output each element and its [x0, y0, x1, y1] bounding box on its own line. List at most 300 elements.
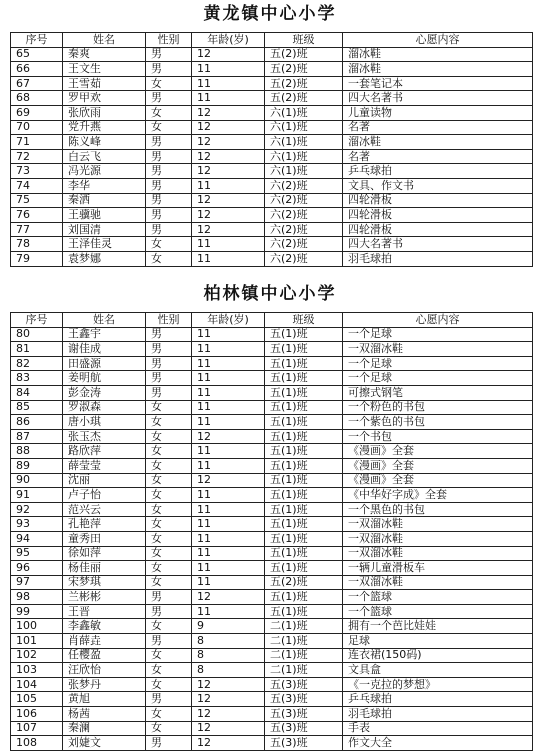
cell-name: 秦洒 [63, 193, 146, 208]
cell-seq: 83 [11, 371, 63, 386]
cell-name: 李华 [63, 178, 146, 193]
cell-wish: 《漫画》全套 [343, 458, 533, 473]
cell-seq: 84 [11, 385, 63, 400]
cell-gender: 男 [146, 342, 192, 357]
cell-seq: 87 [11, 429, 63, 444]
cell-class: 五(1)班 [265, 385, 343, 400]
cell-gender: 女 [146, 502, 192, 517]
cell-name: 张梦丹 [63, 677, 146, 692]
cell-gender: 女 [146, 546, 192, 561]
cell-seq: 82 [11, 356, 63, 371]
table-row [11, 76, 533, 91]
cell-age: 12 [192, 164, 265, 179]
cell-wish: 溜冰鞋 [343, 135, 533, 150]
cell-seq: 103 [11, 663, 63, 678]
cell-class: 五(1)班 [265, 590, 343, 605]
cell-class: 五(3)班 [265, 707, 343, 722]
cell-gender: 女 [146, 488, 192, 503]
cell-seq: 100 [11, 619, 63, 634]
cell-gender: 男 [146, 62, 192, 77]
table-row [11, 692, 533, 707]
cell-seq: 70 [11, 120, 63, 135]
cell-wish: 一个黑色的书包 [343, 502, 533, 517]
cell-name: 汪欣怡 [63, 663, 146, 678]
cell-class: 六(2)班 [265, 237, 343, 252]
cell-class: 五(3)班 [265, 736, 343, 751]
cell-name: 王泽佳灵 [63, 237, 146, 252]
cell-gender: 男 [146, 149, 192, 164]
table-row [11, 458, 533, 473]
cell-name: 刘婕文 [63, 736, 146, 751]
cell-seq: 66 [11, 62, 63, 77]
table-row [11, 634, 533, 649]
cell-wish: 名著 [343, 120, 533, 135]
table-row [11, 736, 533, 751]
cell-name: 王骥驰 [63, 208, 146, 223]
cell-seq: 77 [11, 222, 63, 237]
cell-seq: 65 [11, 47, 63, 62]
cell-gender: 女 [146, 561, 192, 576]
cell-age: 11 [192, 62, 265, 77]
table-row [11, 619, 533, 634]
cell-name: 王文生 [63, 62, 146, 77]
cell-seq: 108 [11, 736, 63, 751]
cell-name: 冯光源 [63, 164, 146, 179]
cell-name: 白云飞 [63, 149, 146, 164]
cell-name: 彭金涛 [63, 385, 146, 400]
cell-wish: 四轮滑板 [343, 222, 533, 237]
cell-wish: 可擦式钢笔 [343, 385, 533, 400]
cell-name: 任樱盈 [63, 648, 146, 663]
table-row [11, 47, 533, 62]
cell-age: 12 [192, 193, 265, 208]
cell-wish: 足球 [343, 634, 533, 649]
header-class: 班级 [265, 313, 343, 328]
cell-age: 11 [192, 488, 265, 503]
cell-age: 11 [192, 237, 265, 252]
cell-seq: 93 [11, 517, 63, 532]
cell-gender: 女 [146, 458, 192, 473]
cell-wish: 文具盒 [343, 663, 533, 678]
cell-gender: 男 [146, 385, 192, 400]
cell-gender: 男 [146, 371, 192, 386]
cell-seq: 69 [11, 105, 63, 120]
cell-name: 杨茜 [63, 707, 146, 722]
cell-seq: 98 [11, 590, 63, 605]
cell-wish: 一辆儿童滑板车 [343, 561, 533, 576]
table-row [11, 135, 533, 150]
cell-seq: 71 [11, 135, 63, 150]
cell-class: 五(2)班 [265, 76, 343, 91]
table-row [11, 237, 533, 252]
cell-name: 王晋 [63, 604, 146, 619]
table-row [11, 371, 533, 386]
cell-age: 12 [192, 47, 265, 62]
cell-age: 11 [192, 502, 265, 517]
table-row [11, 415, 533, 430]
cell-seq: 79 [11, 251, 63, 266]
cell-seq: 86 [11, 415, 63, 430]
cell-age: 11 [192, 178, 265, 193]
cell-class: 五(1)班 [265, 429, 343, 444]
header-gender: 性别 [146, 313, 192, 328]
cell-gender: 女 [146, 707, 192, 722]
cell-wish: 名著 [343, 149, 533, 164]
cell-gender: 男 [146, 356, 192, 371]
cell-gender: 女 [146, 677, 192, 692]
cell-seq: 80 [11, 327, 63, 342]
cell-seq: 91 [11, 488, 63, 503]
cell-age: 12 [192, 707, 265, 722]
table-row [11, 546, 533, 561]
cell-age: 11 [192, 531, 265, 546]
table-row [11, 590, 533, 605]
cell-wish: 拥有一个芭比娃娃 [343, 619, 533, 634]
cell-name: 范兴云 [63, 502, 146, 517]
table-row [11, 429, 533, 444]
cell-age: 12 [192, 208, 265, 223]
cell-class: 六(2)班 [265, 222, 343, 237]
cell-gender: 女 [146, 473, 192, 488]
table-row [11, 120, 533, 135]
cell-wish: 一双溜冰鞋 [343, 531, 533, 546]
table-row [11, 164, 533, 179]
cell-wish: 一个篮球 [343, 604, 533, 619]
table-row [11, 575, 533, 590]
table-row [11, 222, 533, 237]
cell-gender: 女 [146, 721, 192, 736]
cell-class: 五(1)班 [265, 444, 343, 459]
cell-name: 刘国清 [63, 222, 146, 237]
cell-gender: 男 [146, 604, 192, 619]
cell-class: 五(1)班 [265, 371, 343, 386]
cell-gender: 男 [146, 178, 192, 193]
cell-name: 秦澜 [63, 721, 146, 736]
cell-class: 五(1)班 [265, 502, 343, 517]
cell-gender: 男 [146, 208, 192, 223]
cell-seq: 90 [11, 473, 63, 488]
table-row [11, 531, 533, 546]
cell-age: 11 [192, 251, 265, 266]
cell-age: 11 [192, 604, 265, 619]
school-title-1: 黄龙镇中心小学 [203, 4, 337, 24]
cell-seq: 76 [11, 208, 63, 223]
cell-age: 12 [192, 692, 265, 707]
table-row [11, 677, 533, 692]
cell-age: 12 [192, 135, 265, 150]
cell-name: 孔艳萍 [63, 517, 146, 532]
table-row [11, 193, 533, 208]
table-row [11, 149, 533, 164]
cell-gender: 男 [146, 135, 192, 150]
cell-name: 兰彬彬 [63, 590, 146, 605]
cell-seq: 94 [11, 531, 63, 546]
table-row [11, 721, 533, 736]
cell-class: 五(1)班 [265, 473, 343, 488]
cell-class: 五(1)班 [265, 415, 343, 430]
cell-name: 谢佳成 [63, 342, 146, 357]
table-row [11, 208, 533, 223]
cell-seq: 96 [11, 561, 63, 576]
cell-seq: 107 [11, 721, 63, 736]
cell-gender: 男 [146, 634, 192, 649]
cell-wish: 《中华好字成》全套 [343, 488, 533, 503]
cell-class: 五(1)班 [265, 356, 343, 371]
cell-class: 五(1)班 [265, 342, 343, 357]
cell-class: 五(2)班 [265, 62, 343, 77]
cell-age: 11 [192, 385, 265, 400]
cell-age: 11 [192, 458, 265, 473]
cell-seq: 72 [11, 149, 63, 164]
cell-seq: 97 [11, 575, 63, 590]
cell-name: 王雪茹 [63, 76, 146, 91]
cell-gender: 男 [146, 164, 192, 179]
cell-gender: 女 [146, 619, 192, 634]
cell-class: 五(1)班 [265, 517, 343, 532]
cell-name: 张欣雨 [63, 105, 146, 120]
cell-seq: 75 [11, 193, 63, 208]
cell-name: 党升燕 [63, 120, 146, 135]
cell-age: 11 [192, 415, 265, 430]
cell-wish: 《漫画》全套 [343, 444, 533, 459]
cell-class: 六(2)班 [265, 208, 343, 223]
cell-class: 五(1)班 [265, 327, 343, 342]
cell-gender: 女 [146, 429, 192, 444]
cell-wish: 一个粉色的书包 [343, 400, 533, 415]
cell-wish: 四轮滑板 [343, 193, 533, 208]
table-row [11, 91, 533, 106]
cell-gender: 女 [146, 105, 192, 120]
cell-class: 五(2)班 [265, 47, 343, 62]
table-row [11, 342, 533, 357]
cell-gender: 女 [146, 531, 192, 546]
cell-class: 五(2)班 [265, 91, 343, 106]
table-row [11, 356, 533, 371]
cell-gender: 男 [146, 193, 192, 208]
cell-wish: 《一克拉的梦想》 [343, 677, 533, 692]
cell-gender: 男 [146, 590, 192, 605]
cell-gender: 女 [146, 251, 192, 266]
cell-name: 张玉杰 [63, 429, 146, 444]
table-row [11, 327, 533, 342]
cell-class: 二(1)班 [265, 648, 343, 663]
cell-wish: 溜冰鞋 [343, 62, 533, 77]
cell-age: 12 [192, 222, 265, 237]
cell-wish: 羽毛球拍 [343, 251, 533, 266]
table-row [11, 502, 533, 517]
cell-gender: 女 [146, 76, 192, 91]
cell-class: 五(2)班 [265, 575, 343, 590]
cell-gender: 男 [146, 91, 192, 106]
table-row [11, 604, 533, 619]
cell-seq: 105 [11, 692, 63, 707]
cell-name: 田盛源 [63, 356, 146, 371]
table-row [11, 648, 533, 663]
cell-age: 12 [192, 105, 265, 120]
cell-wish: 一个紫色的书包 [343, 415, 533, 430]
cell-gender: 女 [146, 444, 192, 459]
cell-gender: 女 [146, 517, 192, 532]
cell-age: 11 [192, 342, 265, 357]
cell-wish: 一双溜冰鞋 [343, 517, 533, 532]
cell-class: 五(1)班 [265, 546, 343, 561]
cell-seq: 73 [11, 164, 63, 179]
cell-gender: 男 [146, 47, 192, 62]
table-row [11, 473, 533, 488]
header-name: 姓名 [63, 33, 146, 48]
cell-seq: 104 [11, 677, 63, 692]
cell-name: 姜明航 [63, 371, 146, 386]
header-wish: 心愿内容 [343, 33, 533, 48]
cell-seq: 78 [11, 237, 63, 252]
cell-wish: 文具、作文书 [343, 178, 533, 193]
cell-age: 12 [192, 590, 265, 605]
table-row [11, 251, 533, 266]
cell-wish: 《漫画》全套 [343, 473, 533, 488]
table-row [11, 178, 533, 193]
cell-age: 11 [192, 371, 265, 386]
cell-age: 12 [192, 736, 265, 751]
cell-age: 9 [192, 619, 265, 634]
header-seq: 序号 [11, 313, 63, 328]
header-age: 年龄(岁) [192, 33, 265, 48]
cell-wish: 四大名著书 [343, 91, 533, 106]
cell-age: 11 [192, 400, 265, 415]
header-seq: 序号 [11, 33, 63, 48]
cell-seq: 99 [11, 604, 63, 619]
cell-seq: 81 [11, 342, 63, 357]
cell-class: 五(3)班 [265, 692, 343, 707]
cell-gender: 男 [146, 222, 192, 237]
cell-class: 五(1)班 [265, 561, 343, 576]
cell-name: 薛莹莹 [63, 458, 146, 473]
cell-age: 11 [192, 356, 265, 371]
cell-gender: 男 [146, 692, 192, 707]
cell-seq: 102 [11, 648, 63, 663]
wish-table-huanglong [10, 32, 533, 267]
cell-wish: 四大名著书 [343, 237, 533, 252]
cell-wish: 一双溜冰鞋 [343, 575, 533, 590]
table-row [11, 561, 533, 576]
cell-seq: 106 [11, 707, 63, 722]
header-age: 年龄(岁) [192, 313, 265, 328]
header-class: 班级 [265, 33, 343, 48]
cell-gender: 女 [146, 120, 192, 135]
table-row [11, 707, 533, 722]
cell-class: 五(1)班 [265, 531, 343, 546]
cell-age: 11 [192, 91, 265, 106]
cell-class: 六(2)班 [265, 193, 343, 208]
cell-wish: 作文大全 [343, 736, 533, 751]
school-title-2: 柏林镇中心小学 [203, 284, 337, 304]
cell-age: 12 [192, 473, 265, 488]
cell-class: 六(1)班 [265, 105, 343, 120]
cell-name: 王鑫宇 [63, 327, 146, 342]
cell-gender: 女 [146, 663, 192, 678]
cell-class: 六(1)班 [265, 135, 343, 150]
cell-class: 五(1)班 [265, 604, 343, 619]
cell-wish: 手表 [343, 721, 533, 736]
cell-age: 8 [192, 663, 265, 678]
cell-seq: 74 [11, 178, 63, 193]
cell-wish: 乒乓球拍 [343, 692, 533, 707]
cell-name: 杨佳丽 [63, 561, 146, 576]
cell-age: 11 [192, 517, 265, 532]
cell-age: 12 [192, 677, 265, 692]
table-header-row [11, 313, 533, 328]
cell-wish: 一个篮球 [343, 590, 533, 605]
table-row [11, 105, 533, 120]
cell-class: 五(3)班 [265, 677, 343, 692]
cell-gender: 女 [146, 415, 192, 430]
cell-class: 二(1)班 [265, 619, 343, 634]
cell-name: 黄旭 [63, 692, 146, 707]
cell-name: 卢子怡 [63, 488, 146, 503]
cell-seq: 68 [11, 91, 63, 106]
cell-class: 五(3)班 [265, 721, 343, 736]
cell-age: 8 [192, 648, 265, 663]
cell-name: 肖薛垚 [63, 634, 146, 649]
cell-age: 11 [192, 561, 265, 576]
table-row [11, 517, 533, 532]
cell-age: 12 [192, 721, 265, 736]
cell-age: 8 [192, 634, 265, 649]
cell-name: 罗淑森 [63, 400, 146, 415]
cell-age: 12 [192, 120, 265, 135]
cell-class: 六(1)班 [265, 149, 343, 164]
cell-gender: 男 [146, 327, 192, 342]
cell-name: 沈丽 [63, 473, 146, 488]
cell-gender: 女 [146, 648, 192, 663]
table-row [11, 488, 533, 503]
cell-wish: 四轮滑板 [343, 208, 533, 223]
cell-age: 11 [192, 546, 265, 561]
cell-age: 11 [192, 575, 265, 590]
cell-wish: 一个足球 [343, 327, 533, 342]
cell-class: 五(1)班 [265, 488, 343, 503]
cell-seq: 92 [11, 502, 63, 517]
cell-name: 路欣萍 [63, 444, 146, 459]
cell-gender: 女 [146, 237, 192, 252]
cell-wish: 连衣裙(150码) [343, 648, 533, 663]
cell-name: 李鑫敏 [63, 619, 146, 634]
table-row [11, 663, 533, 678]
cell-name: 罗甲欢 [63, 91, 146, 106]
cell-name: 陈义峰 [63, 135, 146, 150]
cell-wish: 一个书包 [343, 429, 533, 444]
cell-name: 袁梦娜 [63, 251, 146, 266]
table-header-row [11, 33, 533, 48]
cell-wish: 乒乓球拍 [343, 164, 533, 179]
cell-class: 六(2)班 [265, 251, 343, 266]
cell-seq: 88 [11, 444, 63, 459]
cell-wish: 一双溜冰鞋 [343, 342, 533, 357]
cell-seq: 85 [11, 400, 63, 415]
cell-class: 二(1)班 [265, 663, 343, 678]
cell-gender: 男 [146, 736, 192, 751]
cell-class: 六(2)班 [265, 178, 343, 193]
table-row [11, 385, 533, 400]
cell-class: 五(1)班 [265, 458, 343, 473]
cell-name: 徐如萍 [63, 546, 146, 561]
cell-name: 秦爽 [63, 47, 146, 62]
cell-wish: 儿童读物 [343, 105, 533, 120]
table-row [11, 444, 533, 459]
cell-class: 五(1)班 [265, 400, 343, 415]
cell-gender: 女 [146, 575, 192, 590]
table-row [11, 62, 533, 77]
cell-class: 二(1)班 [265, 634, 343, 649]
